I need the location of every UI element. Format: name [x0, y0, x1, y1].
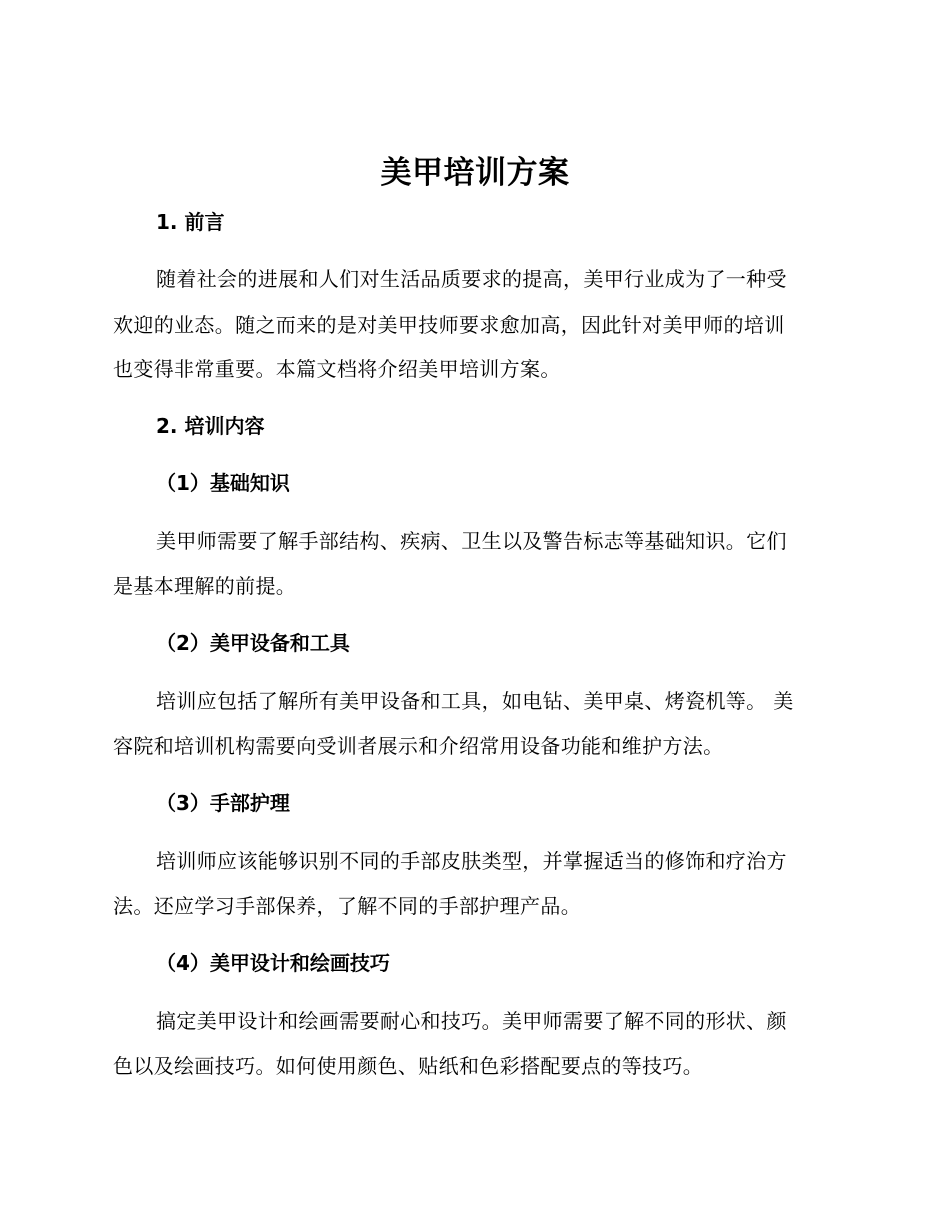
document-title: 美甲培训方案 — [380, 155, 570, 191]
subsection-heading-design: （4）美甲设计和绘画技巧 — [156, 951, 390, 975]
paragraph-line: 培训应包括了解所有美甲设备和工具，如电钻、美甲桌、烤瓷机等。 美 — [156, 689, 794, 713]
paragraph-line: 培训师应该能够识别不同的手部皮肤类型，并掌握适当的修饰和疗治方 — [156, 849, 787, 873]
subsection-heading-basics: （1）基础知识 — [156, 471, 290, 495]
paragraph-line: 容院和培训机构需要向受训者展示和介绍常用设备功能和维护方法。 — [113, 734, 724, 758]
paragraph-line: 美甲师需要了解手部结构、疾病、卫生以及警告标志等基础知识。它们 — [156, 529, 787, 553]
paragraph-line: 随着社会的进展和人们对生活品质要求的提高，美甲行业成为了一种受 — [156, 267, 787, 291]
subsection-heading-hand-care: （3）手部护理 — [156, 791, 290, 815]
paragraph-line: 色以及绘画技巧。如何使用颜色、贴纸和色彩搭配要点的等技巧。 — [113, 1054, 704, 1078]
paragraph-line: 也变得非常重要。本篇文档将介绍美甲培训方案。 — [113, 357, 561, 381]
paragraph-line: 是基本理解的前提。 — [113, 574, 297, 598]
subsection-heading-equipment: （2）美甲设备和工具 — [156, 631, 350, 655]
paragraph-line: 法。还应学习手部保养，了解不同的手部护理产品。 — [113, 894, 582, 918]
section-heading-content: 2. 培训内容 — [156, 414, 265, 438]
paragraph-line: 搞定美甲设计和绘画需要耐心和技巧。美甲师需要了解不同的形状、颜 — [156, 1009, 787, 1033]
paragraph-line: 欢迎的业态。随之而来的是对美甲技师要求愈加高，因此针对美甲师的培训 — [113, 313, 785, 337]
section-heading-preface: 1. 前言 — [156, 210, 225, 234]
